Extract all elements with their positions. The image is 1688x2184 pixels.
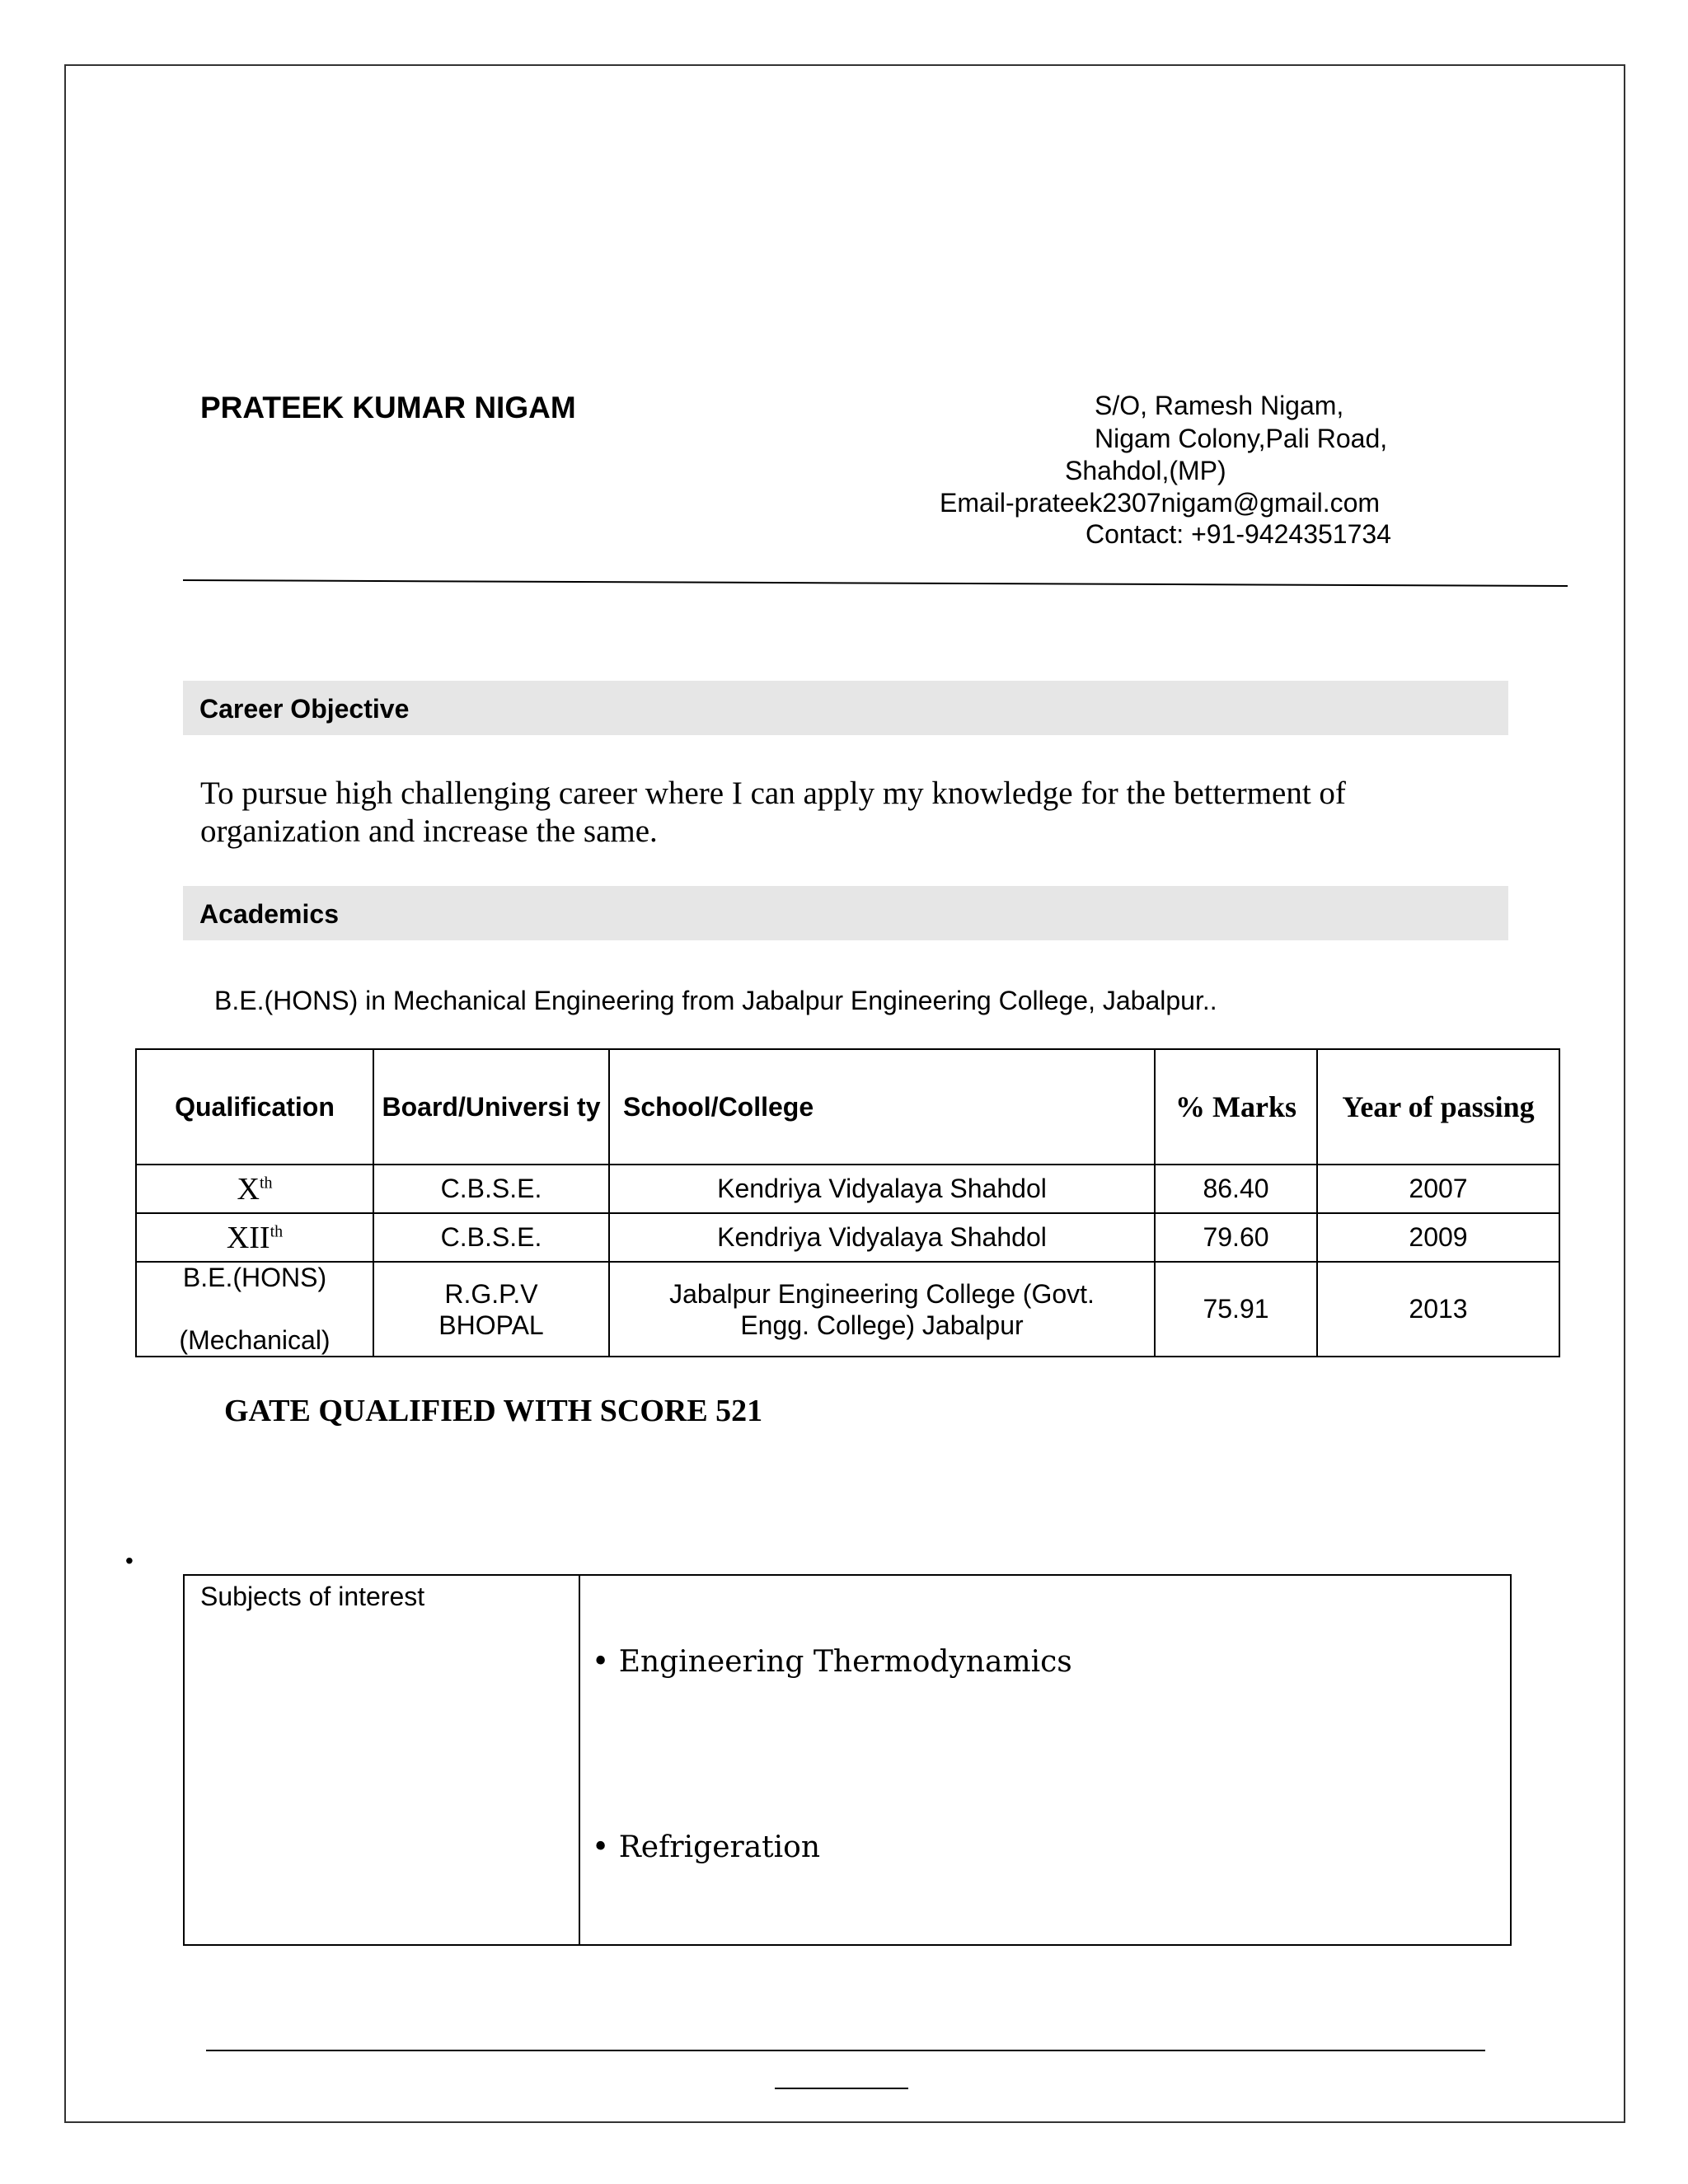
list-item [592,1645,1072,1679]
year-cell: 2009 [1317,1213,1559,1262]
school-cell: Kendriya Vidyalaya Shahdol [609,1165,1155,1213]
interests-label-cell [184,1575,579,1945]
school-cell [609,1262,1155,1357]
degree-summary: B.E.(HONS) in Mechanical Engineering from Jabalpur Engineering College, Jabalpur.. [214,986,1217,1015]
footer-divider [206,2050,1485,2051]
board-line-1: R.G.P.V [444,1278,538,1309]
bullet-icon: • [592,1830,610,1864]
table-row [136,1165,1559,1213]
email-address: Email-prateek2307nigam@gmail.com [940,488,1381,518]
interest-item-label: Engineering Thermodynamics [618,1645,1072,1679]
header-board: Board/Universi ty [373,1049,609,1165]
footer-short-divider [775,2088,908,2089]
address-line-3: Shahdol,(MP) [1065,456,1226,485]
board-cell: C.B.S.E. [373,1165,609,1213]
qualification-cell [136,1262,373,1357]
qualification-text: XII [226,1220,270,1255]
table-row [136,1213,1559,1262]
stray-bullet-icon: • [125,1548,134,1573]
interests-table [183,1574,1512,1946]
board-cell: C.B.S.E. [373,1213,609,1262]
interests-label: Subjects of interest [200,1582,425,1611]
interests-row [184,1575,1511,1945]
interests-list-cell [579,1575,1511,1945]
interest-item-label: Refrigeration [618,1830,821,1864]
address-line-2: Nigam Colony,Pali Road, [1095,424,1388,453]
school-line-1: Jabalpur Engineering College (Govt. [669,1278,1095,1309]
board-cell [373,1262,609,1357]
career-objective-title: Career Objective [199,694,410,724]
table-row [136,1262,1559,1357]
gate-score-statement: GATE QUALIFIED WITH SCORE 521 [224,1394,763,1428]
qualification-cell [136,1165,373,1213]
academics-table [135,1048,1560,1357]
qualification-line-1: B.E.(HONS) [182,1263,327,1292]
bullet-icon: • [592,1645,610,1679]
school-line-2: Engg. College) Jabalpur [740,1310,1024,1340]
marks-cell: 79.60 [1155,1213,1317,1262]
qualification-suffix: th [270,1221,284,1240]
qualification-text: X [237,1171,260,1207]
academics-section [183,886,1508,940]
qualification-cell [136,1213,373,1262]
address-line-1: S/O, Ramesh Nigam, [1095,391,1344,420]
marks-cell: 86.40 [1155,1165,1317,1213]
marks-cell: 75.91 [1155,1262,1317,1357]
header-qualification: Qualification [136,1049,373,1165]
year-cell: 2013 [1317,1262,1559,1357]
table-header-row [136,1049,1559,1165]
list-item [592,1830,820,1864]
academics-title: Academics [199,899,339,929]
contact-number: Contact: +91-9424351734 [1085,519,1391,549]
career-objective-section [183,681,1508,735]
header-year: Year of passing [1317,1049,1559,1165]
school-cell: Kendriya Vidyalaya Shahdol [609,1213,1155,1262]
header-school: School/College [609,1049,1155,1165]
career-objective-text: To pursue high challenging career where I can apply my knowledge for the betterment of organization and increase the same. [200,776,1346,849]
qualification-line-2: (Mechanical) [179,1325,331,1355]
qualification-suffix: th [259,1173,273,1192]
header-marks: % Marks [1155,1049,1317,1165]
candidate-name: PRATEEK KUMAR NIGAM [200,391,576,424]
board-line-2: BHOPAL [438,1310,544,1340]
year-cell: 2007 [1317,1165,1559,1213]
